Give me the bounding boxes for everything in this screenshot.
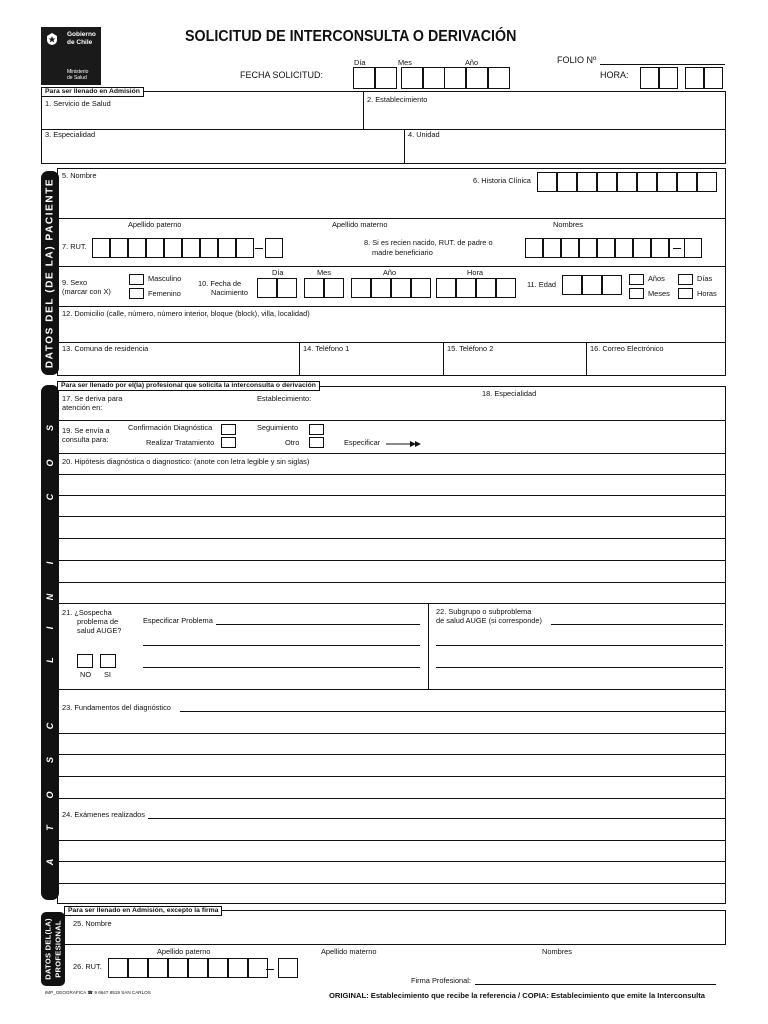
ruled-line	[57, 776, 726, 777]
horas-label: Horas	[697, 289, 717, 298]
horas-checkbox[interactable]	[678, 288, 693, 299]
nombres-label: Nombres	[553, 220, 583, 229]
prof-rut-cell[interactable]	[108, 958, 128, 978]
auge-no-checkbox[interactable]	[77, 654, 93, 668]
nac-dia-label: Día	[272, 268, 284, 277]
hora-h-cell[interactable]	[640, 67, 659, 89]
ap-materno-label: Apellido materno	[332, 220, 388, 229]
sidebar-letter: C	[45, 493, 55, 501]
fecha-mes-label: Mes	[398, 58, 412, 67]
meses-checkbox[interactable]	[629, 288, 644, 299]
rut-cell[interactable]	[218, 238, 236, 258]
masculino-label: Masculino	[148, 274, 182, 283]
ruled-line	[57, 861, 726, 862]
deriva-especialidad-field[interactable]: 18. Especialidad	[482, 389, 537, 398]
sidebar-letter: C	[45, 722, 55, 730]
admision-header: Para ser llenado en Admisión	[41, 87, 144, 97]
fecha-dia-label: Día	[354, 58, 366, 67]
deriva-label-1: 17. Se deriva para	[62, 394, 123, 403]
ruled-line	[57, 603, 726, 604]
confirmacion-label: Confirmación Diagnóstica	[128, 423, 213, 432]
historia-clinica-cell[interactable]	[597, 172, 617, 192]
fecha-anio-cell[interactable]	[488, 67, 510, 89]
profesional-sidebar: DATOS DEL(LA) PROFESIONAL	[41, 912, 65, 986]
nac-anio-cell[interactable]	[371, 278, 391, 298]
comuna-field[interactable]: 13. Comuna de residencia	[62, 344, 149, 353]
ruled-line	[57, 560, 726, 561]
nac-hora-label: Hora	[467, 268, 484, 277]
ruled-line	[57, 798, 726, 799]
nac-hora-cell[interactable]	[456, 278, 476, 298]
otro-label: Otro	[285, 438, 300, 447]
subgrupo-label-2: de salud AUGE (si corresponde)	[436, 616, 542, 625]
correo-field[interactable]: 16. Correo Electrónico	[590, 344, 664, 353]
realizar-checkbox[interactable]	[221, 437, 236, 448]
telefono1-field[interactable]: 14. Teléfono 1	[303, 344, 350, 353]
hora-m-cell[interactable]	[685, 67, 704, 89]
unidad-field[interactable]: 4. Unidad	[408, 130, 440, 139]
sidebar-letter: I	[45, 561, 55, 565]
rut-rn-cell[interactable]	[651, 238, 669, 258]
fecha-anio-cell[interactable]	[466, 67, 488, 89]
rut-rn-dash	[673, 248, 681, 249]
envia-label-1: 19. Se envía a	[62, 426, 110, 435]
telefono2-field[interactable]: 15. Teléfono 2	[447, 344, 494, 353]
rut-label: 7. RUT.	[62, 242, 87, 251]
nac-anio-cell[interactable]	[391, 278, 411, 298]
deriva-label-2: atención en:	[62, 403, 103, 412]
fecha-mes-cell[interactable]	[401, 67, 423, 89]
paciente-sidebar: DATOS DEL (DE LA) PACIENTE	[41, 171, 59, 375]
sidebar-letter: S	[45, 757, 55, 764]
rut-cell[interactable]	[164, 238, 182, 258]
page-title: SOLICITUD DE INTERCONSULTA O DERIVACIÓN	[185, 28, 517, 45]
anios-label: Años	[648, 274, 665, 283]
ruled-line	[57, 754, 726, 755]
fundamentos-field[interactable]: 23. Fundamentos del diagnóstico	[62, 703, 171, 712]
auge-label-2: problema de	[77, 617, 119, 626]
seguimiento-checkbox[interactable]	[309, 424, 324, 435]
fecha-dia-cell[interactable]	[375, 67, 397, 89]
dias-label: Días	[697, 274, 713, 283]
anios-checkbox[interactable]	[629, 274, 644, 285]
logo	[41, 27, 101, 85]
firma-line[interactable]	[475, 984, 716, 985]
hora-label: HORA:	[600, 70, 629, 80]
rut-rn-cell[interactable]	[561, 238, 579, 258]
rut-cell[interactable]	[236, 238, 254, 258]
dias-checkbox[interactable]	[678, 274, 693, 285]
historia-clinica-label: 6. Historia Clínica	[473, 176, 531, 185]
domicilio-field[interactable]: 12. Domicilio (calle, número, número interior, bloque (block), villa, localidad)	[62, 309, 310, 318]
rut-cell[interactable]	[110, 238, 128, 258]
nac-anio-label: Año	[383, 268, 397, 277]
prof-rut-cell[interactable]	[188, 958, 208, 978]
historia-clinica-cell[interactable]	[637, 172, 657, 192]
folio-label: FOLIO Nº	[557, 55, 597, 65]
rut-rn-cell[interactable]	[579, 238, 597, 258]
edad-cell[interactable]	[602, 275, 622, 295]
logo-text-4: de Salud	[67, 75, 87, 81]
nac-mes-cell[interactable]	[324, 278, 344, 298]
auge-no-label: NO	[80, 670, 92, 679]
nac-anio-cell[interactable]	[351, 278, 371, 298]
especificar-problema-field[interactable]: Especificar Problema	[143, 616, 213, 625]
hora-h-cell[interactable]	[659, 67, 678, 89]
rut-rn-cell[interactable]	[543, 238, 561, 258]
sidebar-letter: T	[45, 825, 55, 831]
auge-label-1: 21. ¿Sospecha	[62, 608, 112, 617]
edad-cell[interactable]	[562, 275, 582, 295]
prof-ap-paterno-label: Apellido paterno	[157, 947, 211, 956]
sidebar-letter: I	[45, 626, 55, 630]
rut-dash	[255, 248, 263, 249]
rut-rn-label-2: madre beneficiario	[372, 248, 433, 257]
prof-rut-cell[interactable]	[228, 958, 248, 978]
edad-label: 11. Edad	[527, 280, 557, 289]
otro-checkbox[interactable]	[309, 437, 324, 448]
rut-cell[interactable]	[200, 238, 218, 258]
servicio-salud-field[interactable]: 1. Servicio de Salud	[45, 99, 111, 108]
ruled-line	[57, 733, 726, 734]
prof-rut-cell[interactable]	[168, 958, 188, 978]
imprenta-text: IMP_GEOGRAFICA ☎ 9 6647 8519 SAN CARLOS	[45, 990, 151, 995]
prof-rut-label: 26. RUT.	[73, 962, 102, 971]
prof-rut-cell[interactable]	[248, 958, 268, 978]
rut-rn-cell[interactable]	[525, 238, 543, 258]
rut-rn-cell[interactable]	[615, 238, 633, 258]
fecha-mes-cell[interactable]	[423, 67, 445, 89]
subgrupo-label-1: 22. Subgrupo o subproblema	[436, 607, 532, 616]
fecha-anio-label: Año	[465, 58, 479, 67]
prof-rut-cell[interactable]	[128, 958, 148, 978]
sidebar-letter: S	[45, 425, 55, 432]
sidebar-letter: N	[45, 593, 55, 601]
historia-clinica-cell[interactable]	[617, 172, 637, 192]
historia-clinica-cell[interactable]	[557, 172, 577, 192]
nac-dia-cell[interactable]	[257, 278, 277, 298]
femenino-checkbox[interactable]	[129, 288, 144, 299]
rut-cell[interactable]	[182, 238, 200, 258]
nac-mes-label: Mes	[317, 268, 331, 277]
examenes-field[interactable]: 24. Exámenes realizados	[62, 810, 145, 819]
historia-clinica-cell[interactable]	[657, 172, 677, 192]
establecimiento-field[interactable]: 2. Establecimiento	[367, 95, 428, 104]
sidebar-letter: L	[45, 657, 55, 663]
ruled-line	[57, 840, 726, 841]
fecha-nac-label-2: Nacimiento	[211, 288, 248, 297]
confirmacion-checkbox[interactable]	[221, 424, 236, 435]
ruled-line	[57, 538, 726, 539]
auge-si-checkbox[interactable]	[100, 654, 116, 668]
arrow-right-icon	[386, 440, 422, 448]
copia-text: ORIGINAL: Establecimiento que recibe la referencia / COPIA: Establecimiento que emite la Interconsulta	[329, 991, 705, 1000]
ruled-line	[57, 474, 726, 475]
ruled-line	[57, 689, 726, 690]
historia-clinica-cell[interactable]	[677, 172, 697, 192]
ap-paterno-label: Apellido paterno	[128, 220, 182, 229]
clinicos-header: Para ser llenado por el(la) profesional que solicita la interconsulta o derivación	[57, 381, 320, 391]
rut-rn-cell[interactable]	[597, 238, 615, 258]
nac-dia-cell[interactable]	[277, 278, 297, 298]
sidebar-letter: A	[45, 858, 55, 866]
nombre-profesional-field[interactable]: 25. Nombre	[73, 919, 112, 928]
envia-label-2: consulta para:	[62, 435, 109, 444]
rut-rn-dv-cell[interactable]	[684, 238, 702, 258]
prof-rut-dash	[266, 969, 274, 970]
prof-rut-dv-cell[interactable]	[278, 958, 298, 978]
masculino-checkbox[interactable]	[129, 274, 144, 285]
prof-nombres-label: Nombres	[542, 947, 572, 956]
nac-hora-cell[interactable]	[476, 278, 496, 298]
nac-hora-cell[interactable]	[436, 278, 456, 298]
auge-label-3: salud AUGE?	[77, 626, 122, 635]
logo-text-1: Gobierno	[67, 31, 96, 38]
fecha-solicitud-label: FECHA SOLICITUD:	[240, 70, 324, 80]
prof-ap-materno-label: Apellido materno	[321, 947, 377, 956]
historia-clinica-cell[interactable]	[577, 172, 597, 192]
nombre-paciente-field[interactable]: 5. Nombre	[62, 171, 97, 180]
hipotesis-field[interactable]: 20. Hipótesis diagnóstica o diagnostico: (anote con letra legible y sin siglas)	[62, 457, 310, 466]
nac-hora-cell[interactable]	[496, 278, 516, 298]
ruled-line	[57, 883, 726, 884]
historia-clinica-cell[interactable]	[537, 172, 557, 192]
nac-mes-cell[interactable]	[304, 278, 324, 298]
rut-rn-cell[interactable]	[633, 238, 651, 258]
prof-rut-cell[interactable]	[148, 958, 168, 978]
especificar-label: Especificar	[344, 438, 381, 447]
realizar-label: Realizar Tratamiento	[146, 438, 215, 447]
meses-label: Meses	[648, 289, 670, 298]
logo-text-3: Ministerio	[67, 69, 89, 75]
sidebar-letter: O	[45, 791, 55, 799]
firma-label: Firma Profesional:	[411, 976, 471, 985]
prof-rut-cell[interactable]	[208, 958, 228, 978]
ruled-line	[57, 582, 726, 583]
fecha-dia-cell[interactable]	[353, 67, 375, 89]
especialidad-field[interactable]: 3. Especialidad	[45, 130, 96, 139]
sexo-label: 9. Sexo	[62, 278, 88, 287]
ruled-line	[57, 516, 726, 517]
rut-rn-label-1: 8. Si es recien nacido, RUT. de padre o	[364, 238, 493, 247]
nac-anio-cell[interactable]	[411, 278, 431, 298]
edad-cell[interactable]	[582, 275, 602, 295]
rut-cell[interactable]	[146, 238, 164, 258]
fecha-nac-label-1: 10. Fecha de	[198, 279, 242, 288]
sidebar-letter: O	[45, 459, 55, 467]
historia-clinica-cell[interactable]	[697, 172, 717, 192]
femenino-label: Femenino	[148, 289, 181, 298]
profesional-header: Para ser llenado en Admisión, excepto la firma	[64, 906, 222, 916]
auge-si-label: SI	[104, 670, 111, 679]
seguimiento-label: Seguimiento	[257, 423, 299, 432]
folio-line	[600, 64, 725, 65]
deriva-establecimiento-field[interactable]: Establecimiento:	[257, 394, 312, 403]
rut-cell[interactable]	[128, 238, 146, 258]
fecha-anio-cell[interactable]	[444, 67, 466, 89]
hora-m-cell[interactable]	[704, 67, 723, 89]
logo-text-2: de Chile	[67, 39, 93, 46]
sexo-sub-label: (marcar con X)	[62, 287, 111, 296]
ruled-line	[57, 495, 726, 496]
rut-dv-cell[interactable]	[265, 238, 283, 258]
rut-cell[interactable]	[92, 238, 110, 258]
coat-of-arms-icon	[45, 32, 59, 46]
